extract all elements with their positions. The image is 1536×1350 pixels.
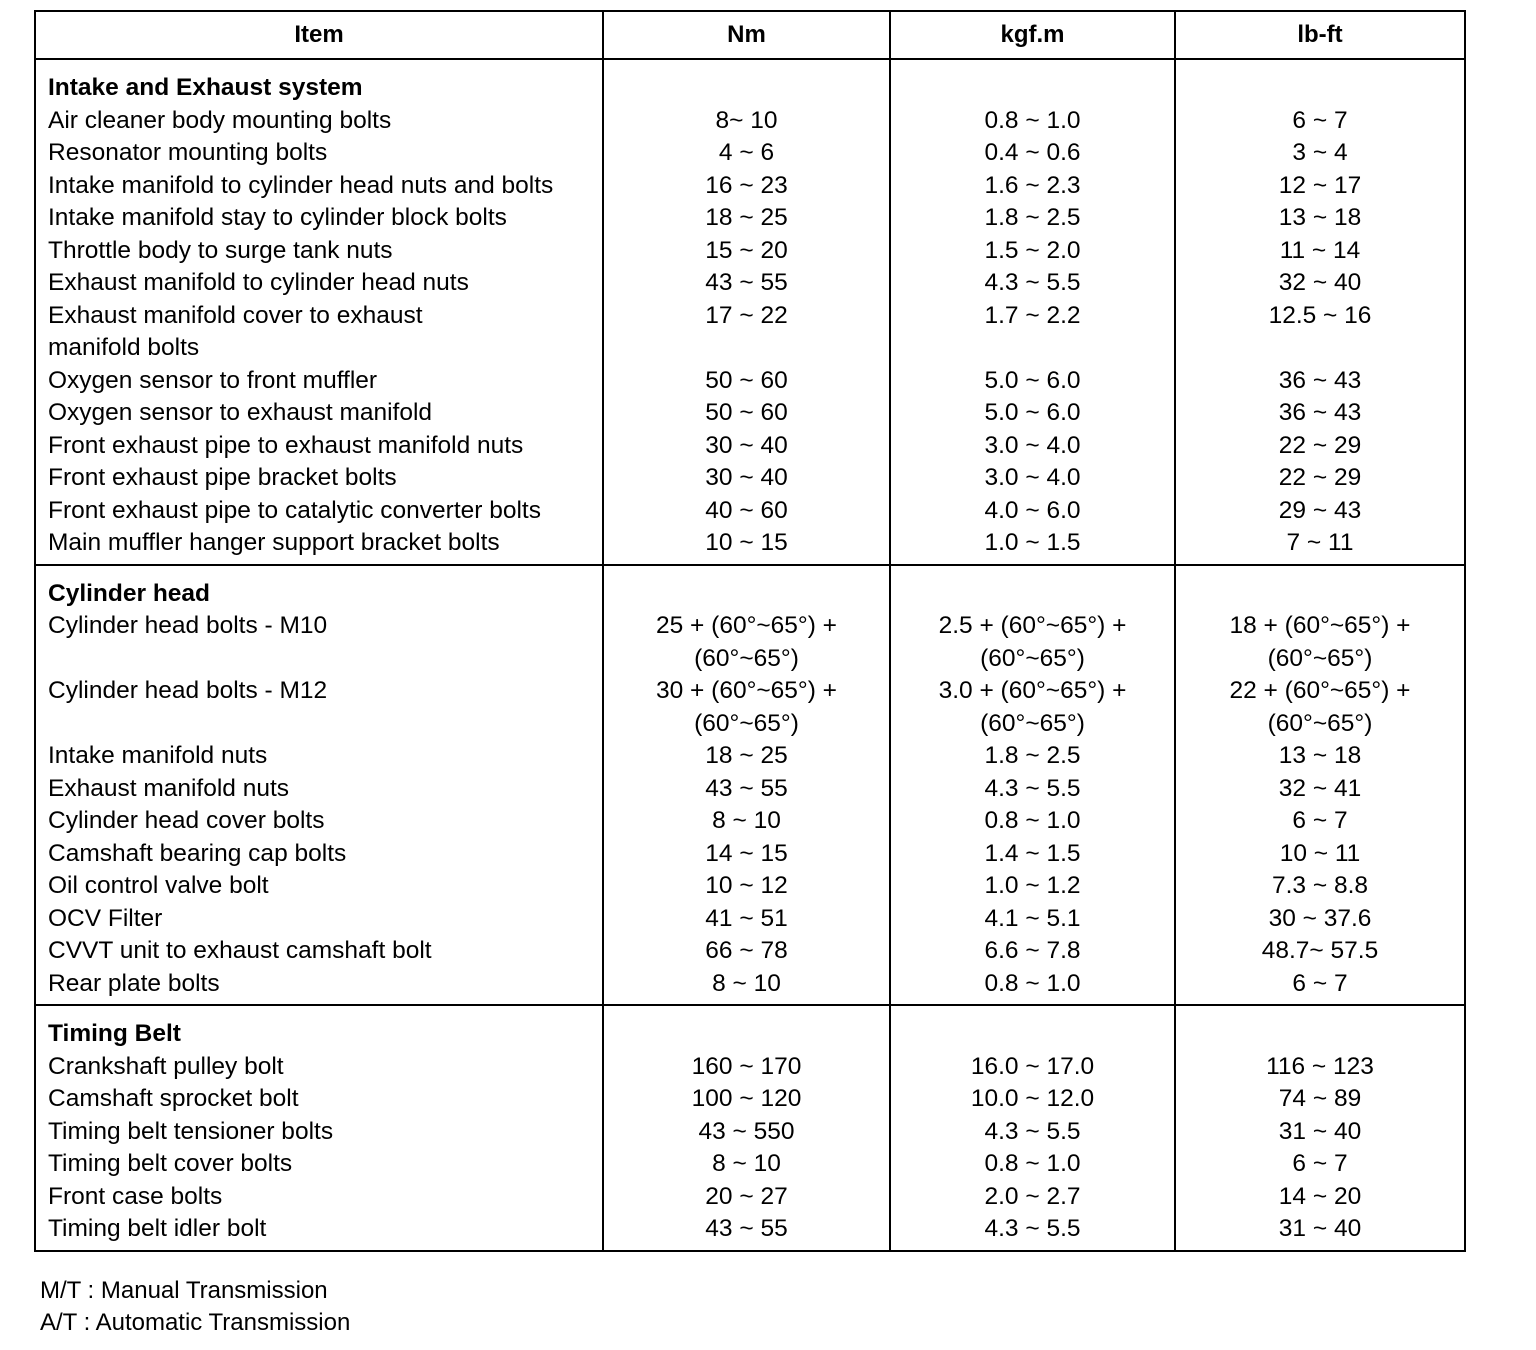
nm-value: 16 ~ 23 <box>705 171 788 199</box>
spacer-line <box>891 72 1174 105</box>
nm-value: 8 ~ 10 <box>712 969 781 997</box>
table-header <box>35 11 1465 59</box>
kgfm-value: 10.0 ~ 12.0 <box>970 1085 1095 1112</box>
nm-value: 43 ~ 55 <box>705 774 788 802</box>
item-label: Front exhaust pipe to catalytic converter bolts <box>48 496 541 524</box>
kgfm-value: 4.3 ~ 5.5 <box>984 269 1081 296</box>
lbft-value: 14 ~ 20 <box>1278 1182 1362 1210</box>
nm-value: 18 ~ 25 <box>705 742 788 769</box>
item-label: Timing belt cover bolts <box>48 1150 293 1177</box>
kgfm-value: 1.4 ~ 1.5 <box>984 839 1081 867</box>
nm-value: 40 ~ 60 <box>705 496 788 524</box>
nm-value: 50 ~ 60 <box>705 399 788 426</box>
item-column-cell <box>35 59 603 565</box>
lbft-value: 32 ~ 40 <box>1278 269 1362 296</box>
item-label: Intake manifold to cylinder head nuts and bolts <box>48 171 554 199</box>
lbft-value: 22 ~ 29 <box>1278 431 1362 459</box>
spacer-line <box>891 332 1174 365</box>
lbft-value: 6 ~ 7 <box>1292 1150 1348 1177</box>
item-label: Air cleaner body mounting bolts <box>48 106 392 134</box>
kgfm-value: 0.4 ~ 0.6 <box>984 139 1081 166</box>
kgfm-value: 1.7 ~ 2.2 <box>984 301 1081 329</box>
lbft-value: 31 ~ 40 <box>1278 1117 1362 1145</box>
header-nm: Nm <box>603 11 890 59</box>
lbft-column-cell <box>1175 565 1465 1006</box>
nm-value: 20 ~ 27 <box>705 1182 788 1210</box>
kgfm-value: 3.0 ~ 4.0 <box>984 464 1081 491</box>
kgfm-value: 5.0 ~ 6.0 <box>984 399 1081 426</box>
torque-spec-table <box>34 10 1466 1252</box>
item-label: Cylinder head cover bolts <box>48 807 325 834</box>
section-title: Timing Belt <box>48 1020 181 1047</box>
kgfm-value: 0.8 ~ 1.0 <box>984 106 1081 134</box>
kgfm-value: 2.0 ~ 2.7 <box>984 1182 1081 1210</box>
nm-value: 8~ 10 <box>715 106 778 134</box>
nm-value: 43 ~ 550 <box>698 1117 795 1145</box>
nm-value: 43 ~ 55 <box>705 269 788 296</box>
lbft-value: (60°~65°) <box>1267 644 1373 672</box>
table-section <box>35 1005 1465 1251</box>
lbft-value: 7 ~ 11 <box>1286 529 1354 556</box>
footnote-at: A/T : Automatic Transmission <box>40 1309 351 1336</box>
lbft-value: 48.7~ 57.5 <box>1261 937 1379 964</box>
table-section <box>35 565 1465 1006</box>
lbft-value: 7.3 ~ 8.8 <box>1271 872 1369 899</box>
table-section <box>35 59 1465 565</box>
lbft-value: 116 ~ 123 <box>1266 1052 1374 1080</box>
nm-value: 100 ~ 120 <box>691 1085 802 1112</box>
nm-value: 43 ~ 55 <box>705 1215 788 1242</box>
kgfm-value: 4.3 ~ 5.5 <box>984 1117 1081 1145</box>
lbft-value: 11 ~ 14 <box>1279 236 1361 264</box>
spacer-line <box>1176 332 1464 365</box>
item-label: manifold bolts <box>48 334 200 361</box>
lbft-value: (60°~65°) <box>1267 709 1373 737</box>
nm-value: (60°~65°) <box>694 709 799 737</box>
kgfm-value: 16.0 ~ 17.0 <box>970 1052 1095 1080</box>
item-label: Camshaft sprocket bolt <box>48 1085 299 1112</box>
spacer-line <box>48 708 602 741</box>
nm-value: 25 + (60°~65°) + <box>655 612 837 639</box>
lbft-value: 6 ~ 7 <box>1292 969 1348 997</box>
nm-value: 30 ~ 40 <box>705 431 788 459</box>
item-label: Front case bolts <box>48 1182 223 1210</box>
nm-value: 8 ~ 10 <box>712 807 781 834</box>
lbft-value: 22 + (60°~65°) + <box>1229 677 1411 704</box>
header-row <box>35 11 1465 59</box>
lbft-value: 74 ~ 89 <box>1278 1085 1362 1112</box>
item-label: Throttle body to surge tank nuts <box>48 236 393 264</box>
kgfm-value: 3.0 + (60°~65°) + <box>938 677 1127 704</box>
spacer-line <box>604 578 889 611</box>
spacer-line <box>891 1018 1174 1051</box>
lbft-column-cell <box>1175 1005 1465 1251</box>
item-label: Cylinder head bolts - M10 <box>48 612 328 639</box>
footnotes <box>40 1275 350 1339</box>
nm-value: 160 ~ 170 <box>691 1052 802 1080</box>
kgfm-value: 4.3 ~ 5.5 <box>984 774 1081 802</box>
item-label: Resonator mounting bolts <box>48 139 328 166</box>
header-lbft: lb-ft <box>1175 11 1465 59</box>
spacer-line <box>48 643 602 676</box>
nm-value: 18 ~ 25 <box>705 204 788 231</box>
section-row <box>35 565 1465 1006</box>
kgfm-value: 1.0 ~ 1.2 <box>984 872 1081 899</box>
lbft-value: 3 ~ 4 <box>1292 139 1348 166</box>
kgfm-value: 1.8 ~ 2.5 <box>984 742 1081 769</box>
nm-value: 30 + (60°~65°) + <box>655 677 837 704</box>
kgfm-value: 2.5 + (60°~65°) + <box>938 612 1127 639</box>
spacer-line <box>891 578 1174 611</box>
spacer-line <box>1176 72 1464 105</box>
kgfm-value: 0.8 ~ 1.0 <box>984 807 1081 834</box>
item-label: Intake manifold nuts <box>48 742 268 769</box>
item-column-cell <box>35 1005 603 1251</box>
footnote-mt: M/T : Manual Transmission <box>40 1277 328 1304</box>
section-title: Cylinder head <box>48 579 211 607</box>
item-label: Exhaust manifold to cylinder head nuts <box>48 269 469 296</box>
item-label: Crankshaft pulley bolt <box>48 1052 284 1080</box>
item-label: Oil control valve bolt <box>48 872 269 899</box>
kgfm-value: 5.0 ~ 6.0 <box>984 366 1081 394</box>
lbft-value: 36 ~ 43 <box>1278 366 1362 394</box>
lbft-value: 32 ~ 41 <box>1278 774 1362 802</box>
kgfm-column-cell <box>890 565 1175 1006</box>
lbft-value: 6 ~ 7 <box>1292 807 1348 834</box>
kgfm-value: (60°~65°) <box>980 709 1085 737</box>
section-row <box>35 59 1465 565</box>
kgfm-value: 0.8 ~ 1.0 <box>984 1150 1081 1177</box>
item-label: Rear plate bolts <box>48 969 220 997</box>
item-column-cell <box>35 565 603 1006</box>
nm-value: 41 ~ 51 <box>705 904 788 932</box>
kgfm-value: (60°~65°) <box>980 644 1085 672</box>
nm-value: 17 ~ 22 <box>705 301 788 329</box>
kgfm-value: 1.8 ~ 2.5 <box>984 204 1081 231</box>
item-label: Timing belt tensioner bolts <box>48 1117 334 1145</box>
nm-column-cell <box>603 59 890 565</box>
header-item: Item <box>35 11 603 59</box>
kgfm-value: 4.0 ~ 6.0 <box>984 496 1081 524</box>
item-label: Front exhaust pipe bracket bolts <box>48 464 397 491</box>
nm-value: 14 ~ 15 <box>705 839 788 867</box>
lbft-value: 13 ~ 18 <box>1278 742 1362 769</box>
item-label: OCV Filter <box>48 904 163 932</box>
nm-value: 30 ~ 40 <box>705 464 788 491</box>
nm-value: 15 ~ 20 <box>705 236 788 264</box>
spacer-line <box>1176 578 1464 611</box>
lbft-value: 12 ~ 17 <box>1278 171 1362 199</box>
item-label: Camshaft bearing cap bolts <box>48 839 347 867</box>
lbft-value: 12.5 ~ 16 <box>1268 301 1372 329</box>
header-kgfm: kgf.m <box>890 11 1175 59</box>
item-label: Cylinder head bolts - M12 <box>48 677 328 704</box>
kgfm-column-cell <box>890 1005 1175 1251</box>
kgfm-value: 4.1 ~ 5.1 <box>984 904 1081 932</box>
kgfm-value: 4.3 ~ 5.5 <box>984 1215 1081 1242</box>
item-label: Oxygen sensor to front muffler <box>48 366 378 394</box>
item-label: Main muffler hanger support bracket bolts <box>48 529 500 556</box>
lbft-value: 18 + (60°~65°) + <box>1229 612 1411 639</box>
nm-value: 10 ~ 15 <box>705 529 788 556</box>
item-label: Exhaust manifold cover to exhaust <box>48 301 423 329</box>
item-label: Timing belt idler bolt <box>48 1215 267 1242</box>
nm-value: (60°~65°) <box>694 644 799 672</box>
nm-value: 10 ~ 12 <box>705 872 788 899</box>
kgfm-value: 1.6 ~ 2.3 <box>984 171 1081 199</box>
item-label: Intake manifold stay to cylinder block bolts <box>48 204 507 231</box>
lbft-value: 29 ~ 43 <box>1278 496 1362 524</box>
lbft-value: 31 ~ 40 <box>1278 1215 1362 1242</box>
lbft-value: 6 ~ 7 <box>1292 106 1348 134</box>
spacer-line <box>604 72 889 105</box>
item-label: CVVT unit to exhaust camshaft bolt <box>48 937 432 964</box>
item-label: Oxygen sensor to exhaust manifold <box>48 399 433 426</box>
lbft-value: 36 ~ 43 <box>1278 399 1362 426</box>
kgfm-value: 0.8 ~ 1.0 <box>984 969 1081 997</box>
kgfm-column-cell <box>890 59 1175 565</box>
nm-column-cell <box>603 565 890 1006</box>
item-label: Exhaust manifold nuts <box>48 774 290 802</box>
lbft-value: 22 ~ 29 <box>1278 464 1362 491</box>
kgfm-value: 6.6 ~ 7.8 <box>984 937 1081 964</box>
spacer-line <box>604 1018 889 1051</box>
kgfm-value: 1.5 ~ 2.0 <box>984 236 1081 264</box>
spacer-line <box>604 332 889 365</box>
section-row <box>35 1005 1465 1251</box>
item-label: Front exhaust pipe to exhaust manifold nuts <box>48 431 524 459</box>
lbft-value: 13 ~ 18 <box>1278 204 1362 231</box>
nm-value: 8 ~ 10 <box>712 1150 781 1177</box>
nm-column-cell <box>603 1005 890 1251</box>
spacer-line <box>1176 1018 1464 1051</box>
nm-value: 4 ~ 6 <box>718 139 775 166</box>
kgfm-value: 1.0 ~ 1.5 <box>984 529 1081 556</box>
nm-value: 66 ~ 78 <box>705 937 788 964</box>
lbft-value: 10 ~ 11 <box>1279 839 1361 867</box>
section-title: Intake and Exhaust system <box>48 74 363 101</box>
lbft-column-cell <box>1175 59 1465 565</box>
nm-value: 50 ~ 60 <box>705 366 788 394</box>
kgfm-value: 3.0 ~ 4.0 <box>984 431 1081 459</box>
lbft-value: 30 ~ 37.6 <box>1268 904 1372 932</box>
